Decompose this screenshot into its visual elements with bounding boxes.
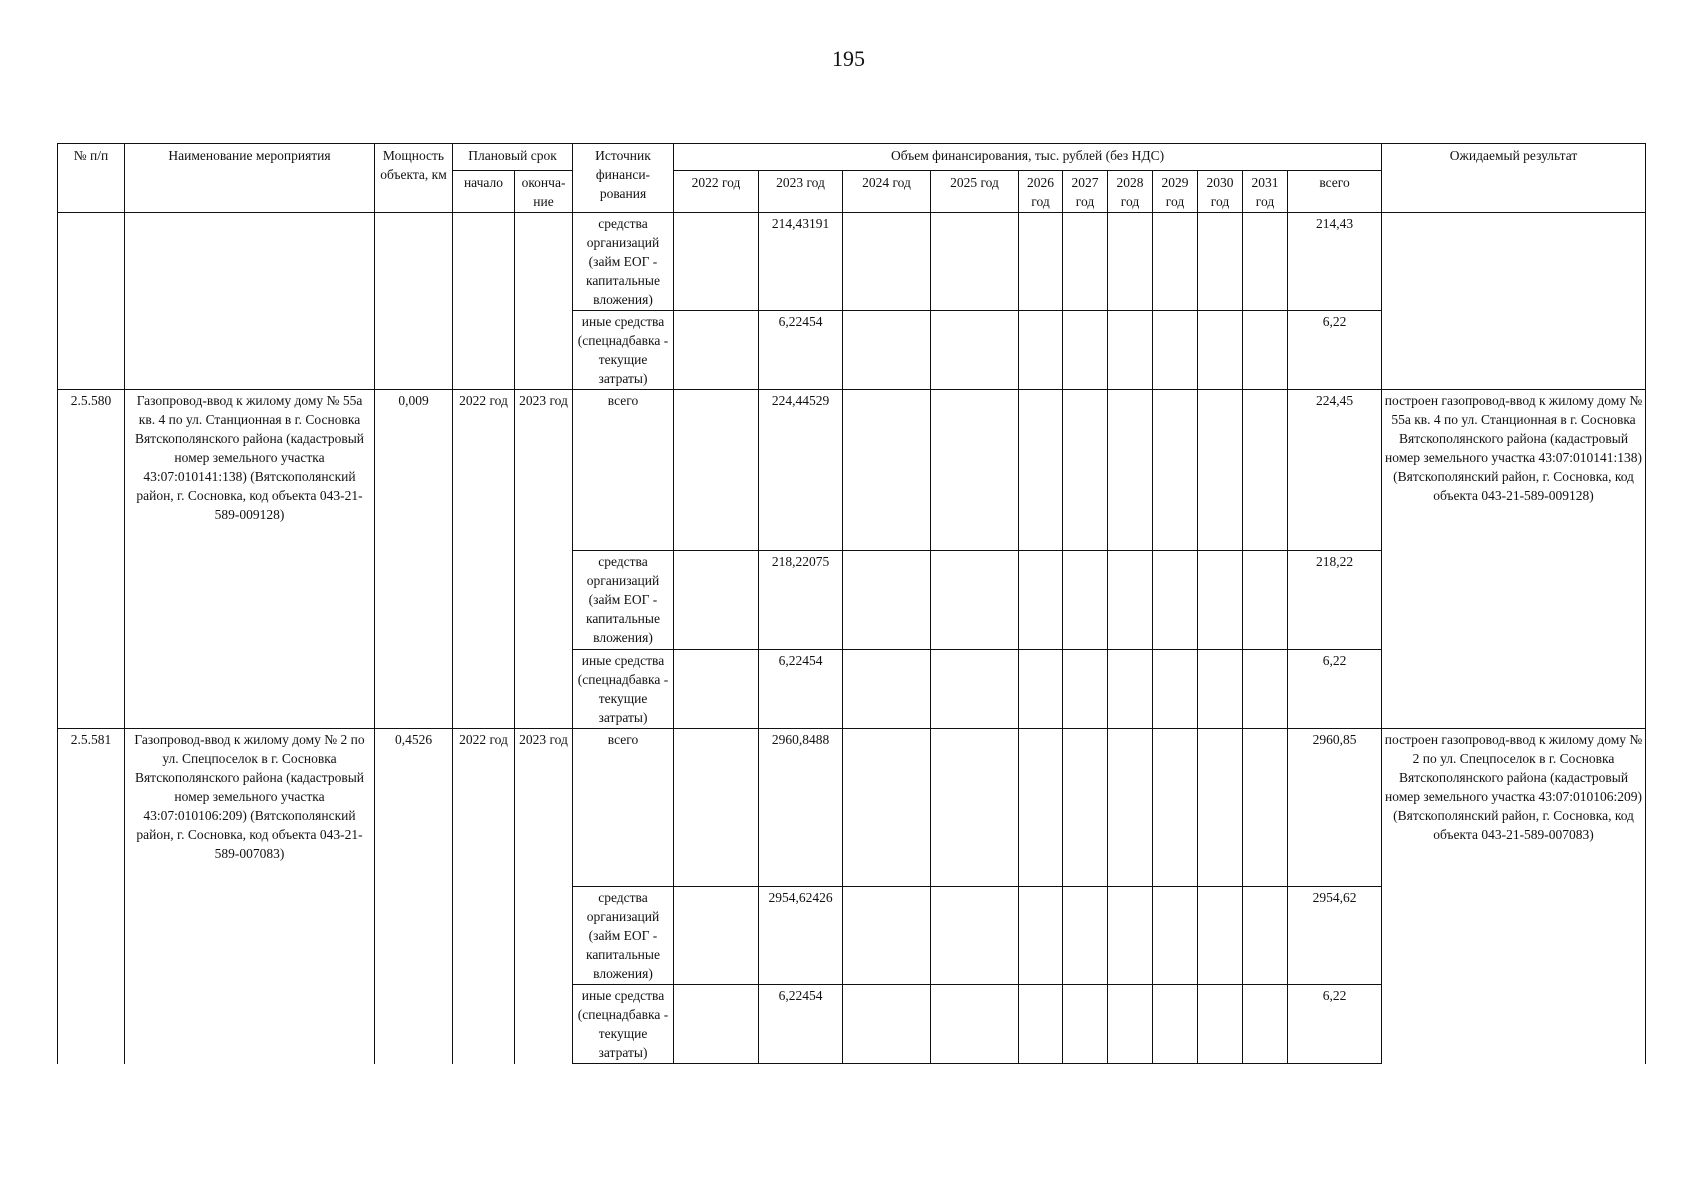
cell-total: 2954,62 bbox=[1288, 887, 1382, 985]
header-year: 2022 год bbox=[674, 171, 759, 213]
cell-num: 2.5.581 bbox=[58, 729, 125, 1064]
cell-2023: 6,22454 bbox=[759, 650, 843, 729]
header-source: Источник финанси-рования bbox=[573, 144, 674, 213]
cell-2023: 218,22075 bbox=[759, 551, 843, 650]
header-result: Ожидаемый результат bbox=[1382, 144, 1646, 213]
table-row bbox=[58, 390, 1646, 551]
cell-start: 2022 год bbox=[453, 729, 515, 1064]
cell-start bbox=[453, 213, 515, 390]
cell-end: 2023 год bbox=[515, 729, 573, 1064]
cell-power: 0,009 bbox=[375, 390, 453, 729]
cell-end: 2023 год bbox=[515, 390, 573, 729]
header-year: 2024 год bbox=[843, 171, 931, 213]
financing-table bbox=[57, 143, 1646, 1064]
cell-source: иные средства (спецнадбавка - текущие затраты) bbox=[573, 311, 674, 390]
header-year: 2023 год bbox=[759, 171, 843, 213]
header-volume: Объем финансирования, тыс. рублей (без НДС) bbox=[674, 144, 1382, 171]
cell-result: построен газопровод-ввод к жилому дому № 2 по ул. Спецпоселок в г. Сосновка Вятскополянского района (кадастровый номер земельного участка 43:07:010106:209) (Вятскополянский район, г. Сосновка, код объекта 043-21-589-007083) bbox=[1382, 729, 1646, 1064]
cell-2023: 214,43191 bbox=[759, 213, 843, 311]
table-row bbox=[58, 213, 1646, 311]
cell-total: 224,45 bbox=[1288, 390, 1382, 551]
cell-power bbox=[375, 213, 453, 390]
cell-source: всего bbox=[573, 729, 674, 887]
cell-source: иные средства (спецнадбавка - текущие затраты) bbox=[573, 650, 674, 729]
cell-source: средства организаций (займ ЕОГ - капитальные вложения) bbox=[573, 551, 674, 650]
cell-2023: 6,22454 bbox=[759, 311, 843, 390]
page-number: 195 bbox=[832, 46, 865, 71]
cell-source: средства организаций (займ ЕОГ - капитальные вложения) bbox=[573, 213, 674, 311]
cell-source: всего bbox=[573, 390, 674, 551]
cell-num: 2.5.580 bbox=[58, 390, 125, 729]
header-term-end: оконча-ние bbox=[515, 171, 573, 213]
cell-total: 218,22 bbox=[1288, 551, 1382, 650]
cell-name: Газопровод-ввод к жилому дому № 55а кв. 4 по ул. Станционная в г. Сосновка Вятскополянского района (кадастровый номер земельного участка 43:07:010141:138) (Вятскополянский район, г. Сосновка, код объекта 043-21-589-009128) bbox=[125, 390, 375, 729]
cell-total: 6,22 bbox=[1288, 650, 1382, 729]
header-total: всего bbox=[1288, 171, 1382, 213]
cell-total: 2960,85 bbox=[1288, 729, 1382, 887]
header-term: Плановый срок bbox=[453, 144, 573, 171]
header-name: Наименование мероприятия bbox=[125, 144, 375, 213]
header-year: 2027 год bbox=[1063, 171, 1108, 213]
cell-end bbox=[515, 213, 573, 390]
cell-total: 6,22 bbox=[1288, 311, 1382, 390]
cell-2023: 6,22454 bbox=[759, 985, 843, 1064]
header-power: Мощность объекта, км bbox=[375, 144, 453, 213]
cell-2022 bbox=[674, 213, 759, 311]
header-year: 2030 год bbox=[1198, 171, 1243, 213]
cell-start: 2022 год bbox=[453, 390, 515, 729]
cell-total: 6,22 bbox=[1288, 985, 1382, 1064]
cell-source: иные средства (спецнадбавка - текущие затраты) bbox=[573, 985, 674, 1064]
cell-2023: 2960,8488 bbox=[759, 729, 843, 887]
cell-num bbox=[58, 213, 125, 390]
cell-2023: 2954,62426 bbox=[759, 887, 843, 985]
cell-total: 214,43 bbox=[1288, 213, 1382, 311]
header-num: № п/п bbox=[58, 144, 125, 213]
header-year: 2031 год bbox=[1243, 171, 1288, 213]
header-year: 2025 год bbox=[931, 171, 1019, 213]
cell-source: средства организаций (займ ЕОГ - капитальные вложения) bbox=[573, 887, 674, 985]
cell-power: 0,4526 bbox=[375, 729, 453, 1064]
cell-result: построен газопровод-ввод к жилому дому № 55а кв. 4 по ул. Станционная в г. Сосновка Вятскополянского района (кадастровый номер земельного участка 43:07:010141:138) (Вятскополянский район, г. Сосновка, код объекта 043-21-589-009128) bbox=[1382, 390, 1646, 729]
cell-name bbox=[125, 213, 375, 390]
cell-result bbox=[1382, 213, 1646, 390]
cell-name: Газопровод-ввод к жилому дому № 2 по ул. Спецпоселок в г. Сосновка Вятскополянского района (кадастровый номер земельного участка 43:07:010106:209) (Вятскополянский район, г. Сосновка, код объекта 043-21-589-007083) bbox=[125, 729, 375, 1064]
table-row bbox=[58, 729, 1646, 887]
cell-2023: 224,44529 bbox=[759, 390, 843, 551]
header-year: 2028 год bbox=[1108, 171, 1153, 213]
header-year: 2026 год bbox=[1019, 171, 1063, 213]
header-term-start: начало bbox=[453, 171, 515, 213]
header-year: 2029 год bbox=[1153, 171, 1198, 213]
